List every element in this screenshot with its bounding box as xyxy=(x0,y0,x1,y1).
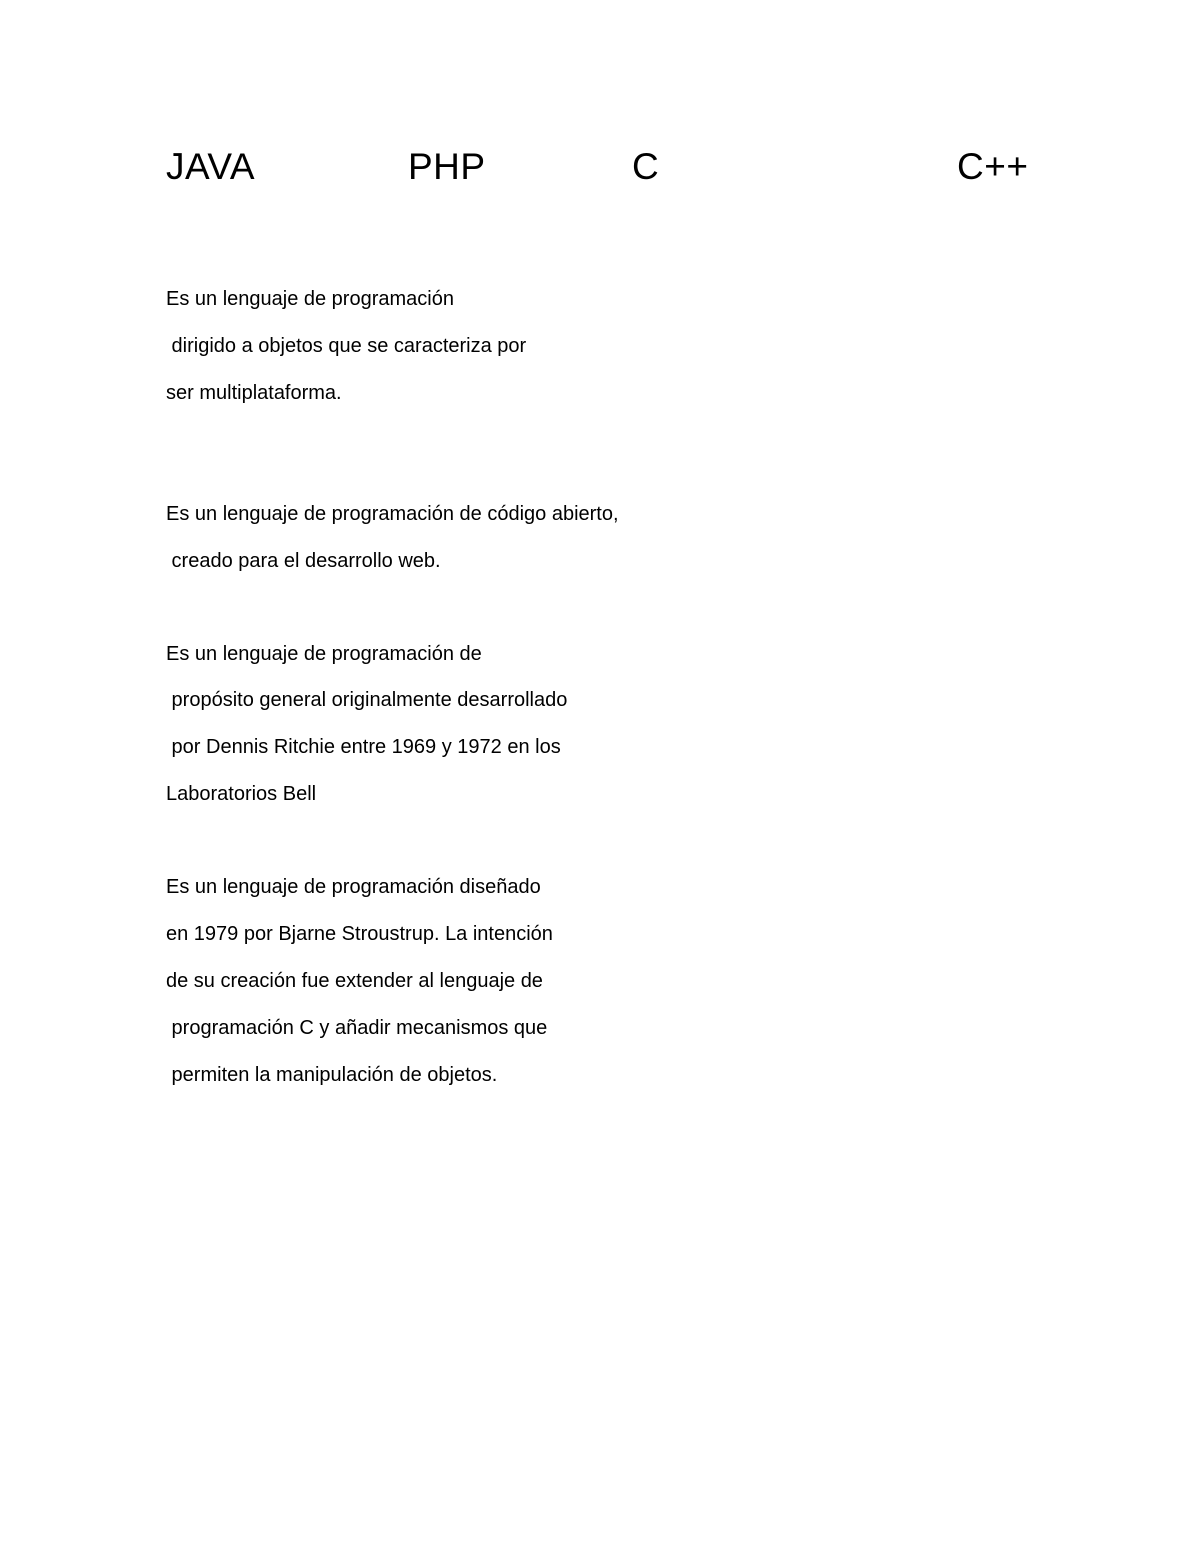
cpp-description-line: de su creación fue extender al lenguaje de xyxy=(166,970,543,992)
heading-c: C xyxy=(632,146,660,187)
java-description-line: dirigido a objetos que se caracteriza por xyxy=(166,335,527,357)
c-description-line: por Dennis Ritchie entre 1969 y 1972 en los xyxy=(166,736,561,758)
heading-java: JAVA xyxy=(166,146,256,187)
heading-cpp: C++ xyxy=(957,146,1029,187)
cpp-description-line: en 1979 por Bjarne Stroustrup. La intención xyxy=(166,923,553,945)
cpp-description-line: Es un lenguaje de programación diseñado xyxy=(166,876,541,898)
heading-php: PHP xyxy=(408,146,486,187)
cpp-description-line: programación C y añadir mecanismos que xyxy=(166,1017,548,1039)
cpp-description-line: permiten la manipulación de objetos. xyxy=(166,1064,498,1086)
c-description-line: Es un lenguaje de programación de xyxy=(166,643,482,665)
c-description-line: propósito general originalmente desarrollado xyxy=(166,689,568,711)
php-description-line: creado para el desarrollo web. xyxy=(166,550,441,572)
c-description-line: Laboratorios Bell xyxy=(166,783,317,805)
java-description-line: Es un lenguaje de programación xyxy=(166,288,454,310)
java-description-line: ser multiplataforma. xyxy=(166,382,342,404)
php-description-line: Es un lenguaje de programación de código abierto, xyxy=(166,503,619,525)
